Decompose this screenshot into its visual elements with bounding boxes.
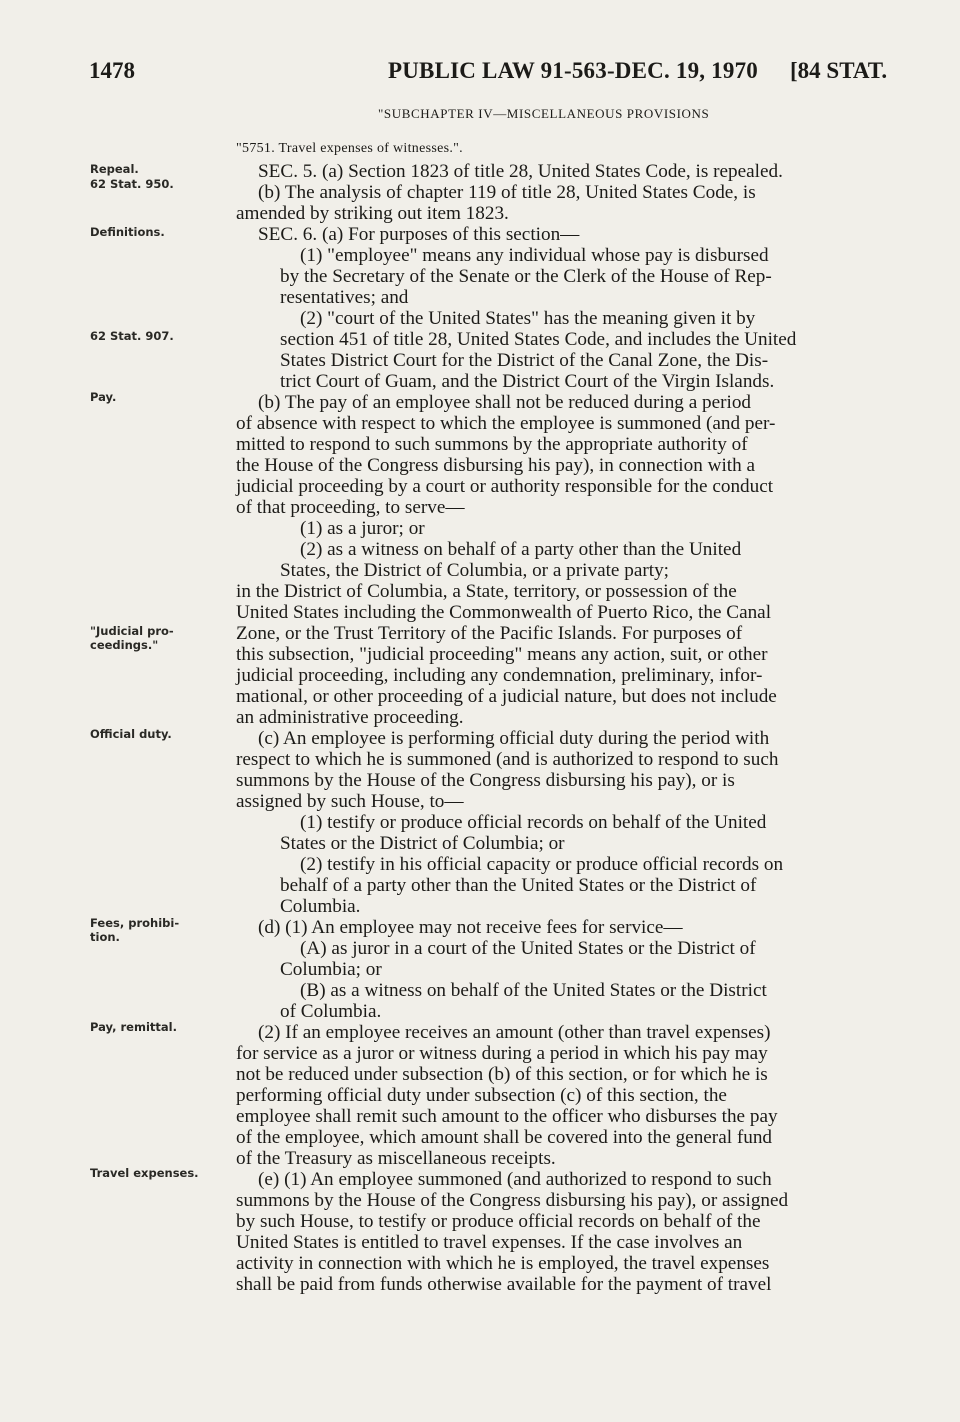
running-title: PUBLIC LAW 91-563-DEC. 19, 1970	[388, 58, 758, 83]
margin-note: tion.	[90, 930, 120, 944]
body-line: summons by the House of the Congress disbursing his pay), or assigned	[236, 1190, 789, 1211]
body-line: (d) (1) An employee may not receive fees for service—	[258, 917, 683, 938]
body-line: shall be paid from funds otherwise available for the payment of travel	[236, 1274, 772, 1295]
margin-note: Fees, prohibi-	[90, 916, 180, 930]
body-line: States District Court for the District of the Canal Zone, the Dis-	[280, 350, 769, 371]
margin-note: 62 Stat. 950.	[90, 177, 174, 191]
body-line: United States including the Commonwealth of Puerto Rico, the Canal	[236, 602, 772, 623]
body-line: of absence with respect to which the employee is summoned (and per-	[236, 413, 776, 434]
body-line: performing official duty under subsection (c) of this section, the	[236, 1085, 727, 1106]
body-line: (A) as juror in a court of the United States or the District of	[300, 938, 756, 959]
body-line: (2) testify in his official capacity or produce official records on	[300, 854, 784, 875]
body-line: employee shall remit such amount to the officer who disburses the pay	[236, 1106, 778, 1127]
body-line: behalf of a party other than the United States or the District of	[280, 875, 757, 896]
margin-note: "Judicial pro-	[90, 624, 174, 638]
body-line: SEC. 6. (a) For purposes of this section—	[258, 224, 580, 245]
body-line: assigned by such House, to—	[236, 791, 464, 812]
body-line: States or the District of Columbia; or	[280, 833, 565, 854]
body-line: mational, or other proceeding of a judicial nature, but does not include	[236, 686, 777, 707]
body-line: of the employee, which amount shall be covered into the general fund	[236, 1127, 773, 1148]
body-line: "5751. Travel expenses of witnesses.".	[236, 141, 463, 156]
body-line: activity in connection with which he is employed, the travel expenses	[236, 1253, 770, 1274]
body-line: section 451 of title 28, United States Code, and includes the United	[280, 329, 797, 350]
body-line: this subsection, "judicial proceeding" means any action, suit, or other	[236, 644, 768, 665]
body-line: (2) as a witness on behalf of a party other than the United	[300, 539, 742, 560]
body-line: the House of the Congress disbursing his pay), in connection with a	[236, 455, 756, 476]
body-line: amended by striking out item 1823.	[236, 203, 509, 224]
body-line: resentatives; and	[280, 287, 409, 308]
body-line: judicial proceeding, including any condemnation, preliminary, infor-	[236, 665, 763, 686]
body-line: (b) The pay of an employee shall not be reduced during a period	[258, 392, 752, 413]
body-line: United States is entitled to travel expenses. If the case involves an	[236, 1232, 743, 1253]
body-line: of the Treasury as miscellaneous receipts.	[236, 1148, 556, 1169]
body-line: summons by the House of the Congress disbursing his pay), or is	[236, 770, 735, 791]
body-line: SEC. 5. (a) Section 1823 of title 28, United States Code, is repealed.	[258, 161, 783, 182]
margin-note: Pay, remittal.	[90, 1020, 177, 1034]
body-line: by such House, to testify or produce official records on behalf of the	[236, 1211, 761, 1232]
body-line: respect to which he is summoned (and is authorized to respond to such	[236, 749, 779, 770]
body-line: not be reduced under subsection (b) of this section, or for which he is	[236, 1064, 768, 1085]
body-line: (1) as a juror; or	[300, 518, 425, 539]
body-line: judicial proceeding by a court or authority responsible for the conduct	[236, 476, 774, 497]
body-line: for service as a juror or witness during a period in which his pay may	[236, 1043, 768, 1064]
page-number: 1478	[89, 58, 135, 83]
margin-note: Repeal.	[90, 162, 139, 176]
body-line: (c) An employee is performing official duty during the period with	[258, 728, 770, 749]
body-line: Columbia; or	[280, 959, 382, 980]
body-line: of Columbia.	[280, 1001, 382, 1022]
margin-note: Pay.	[90, 390, 117, 404]
margin-note: Travel expenses.	[90, 1166, 199, 1180]
margin-note: ceedings."	[90, 638, 159, 652]
page-header	[0, 58, 960, 88]
body-line: of that proceeding, to serve—	[236, 497, 465, 518]
body-line: (2) "court of the United States" has the meaning given it by	[300, 308, 756, 329]
body-line: trict Court of Guam, and the District Court of the Virgin Islands.	[280, 371, 775, 392]
body-line: (2) If an employee receives an amount (other than travel expenses)	[258, 1022, 771, 1043]
body-line: States, the District of Columbia, or a private party;	[280, 560, 669, 581]
body-line: Zone, or the Trust Territory of the Pacific Islands. For purposes of	[236, 623, 743, 644]
margin-note: 62 Stat. 907.	[90, 329, 174, 343]
body-line: by the Secretary of the Senate or the Clerk of the House of Rep-	[280, 266, 772, 287]
body-line: (B) as a witness on behalf of the United States or the District	[300, 980, 767, 1001]
body-line: (1) "employee" means any individual whose pay is disbursed	[300, 245, 769, 266]
body-line: (b) The analysis of chapter 119 of title 28, United States Code, is	[258, 182, 756, 203]
body-line: in the District of Columbia, a State, territory, or possession of the	[236, 581, 737, 602]
body-line: Columbia.	[280, 896, 361, 917]
body-line: (1) testify or produce official records on behalf of the United	[300, 812, 767, 833]
body-line: mitted to respond to such summons by the appropriate authority of	[236, 434, 748, 455]
margin-note: Official duty.	[90, 727, 172, 741]
body-line: (e) (1) An employee summoned (and authorized to respond to such	[258, 1169, 772, 1190]
subchapter-heading: "SUBCHAPTER IV—MISCELLANEOUS PROVISIONS	[378, 106, 710, 121]
margin-note: Definitions.	[90, 225, 165, 239]
body-line: an administrative proceeding.	[236, 707, 464, 728]
stat-reference: [84 STAT.	[790, 58, 888, 83]
